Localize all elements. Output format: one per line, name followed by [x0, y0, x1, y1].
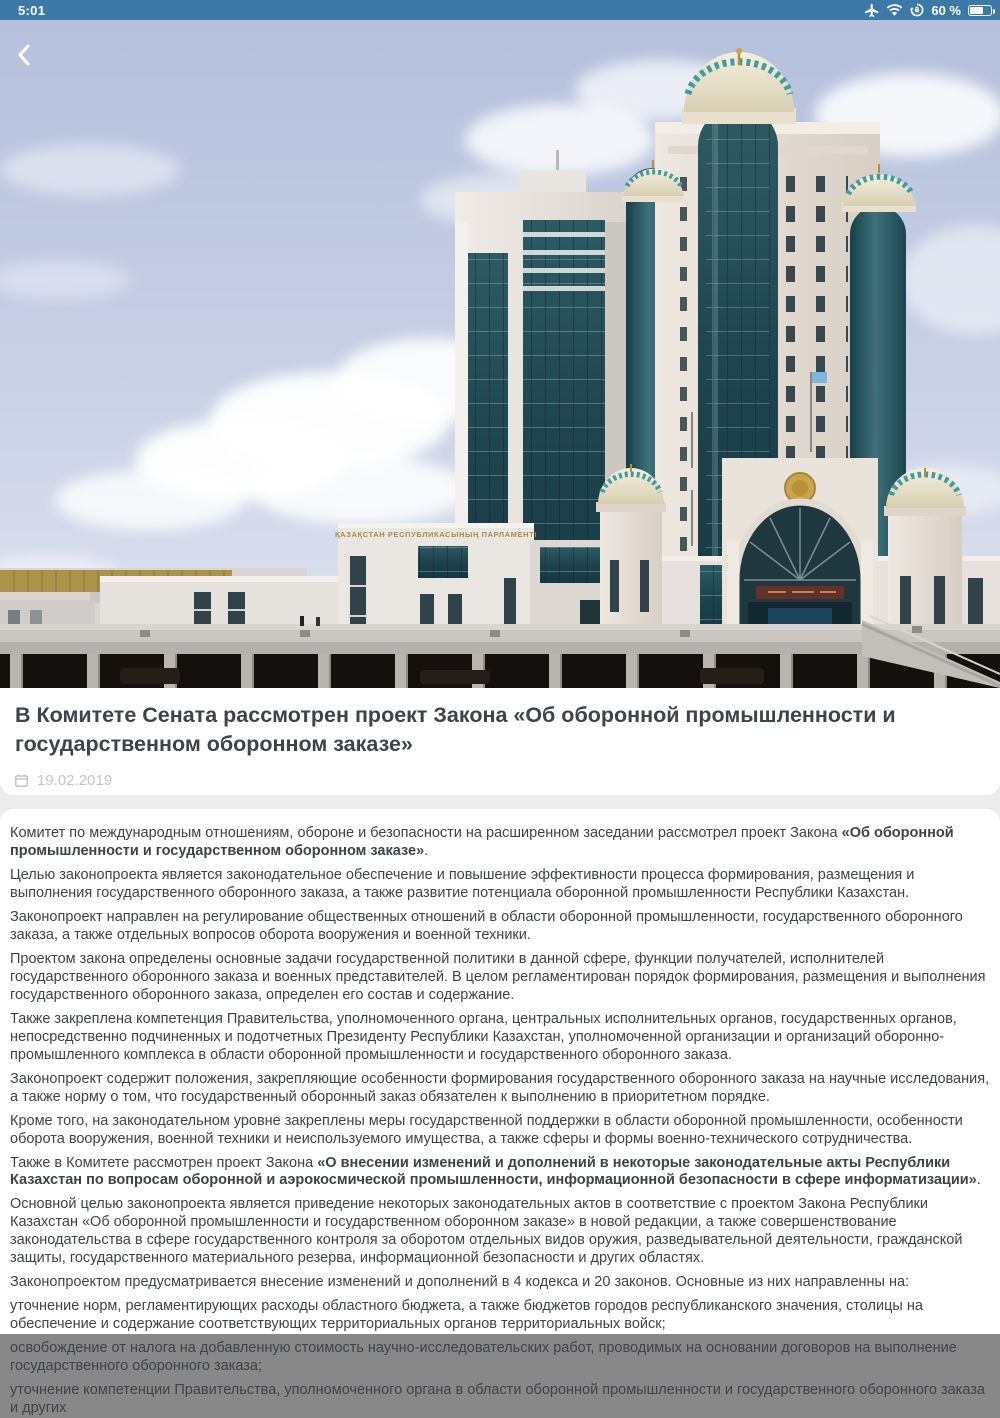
article-paragraph: Проектом закона определены основные задачи государственной политики в данной сфере, функции получателей, исполнителей государственного оборонного заказа и военных представителей. В целом регламентирован порядок формирования, размещения и выполнения государственного оборонного заказа, определен его состав и содержание. [10, 950, 986, 1003]
article-paragraph: Целью законопроекта является законодательное обеспечение и повышение эффективности процесса формирования, размещения и выполнения государственного оборонного заказа, а также развитие потенциала оборонной промышленности Республики Казахстан. [10, 866, 915, 901]
time-label: 5:01 [18, 2, 46, 18]
hero-image [0, 20, 1000, 688]
article-header-card [0, 688, 1000, 795]
date-row [15, 772, 984, 789]
article-paragraph: Также закреплена компетенция Правительства, уполномоченного органа, центральных исполнительных органов, государственных органов, непосредственно подчиненных и подотчетных Президенту Республики Казахстан, уполномоченной организации и организаций оборонно-промышленного комплекса в области оборонной промышленности и государственного оборонного заказа. [10, 1010, 957, 1063]
article-paragraph: Законопроектом предусматривается внесение изменений и дополнений в 4 кодекса и 20 законов. Основные из них направленны на: [10, 1274, 910, 1291]
page-title: В Комитете Сената рассмотрен проект Закона «Об оборонной промышленности и государственном оборонном заказе» [15, 703, 896, 756]
article-paragraph: Законопроект содержит положения, закрепляющие особенности формирования государственного оборонного заказа на научные исследования, а также норму о том, что государственный оборонный заказ обязателен к выполнению в приоритетном порядке. [10, 1070, 990, 1105]
article-body [10, 825, 990, 1418]
article-paragraph: уточнение компетенции Правительства, уполномоченного органа в области оборонной промышленности и государственного оборонного заказа и других [10, 1382, 985, 1417]
article-date: 19.02.2019 [37, 772, 113, 790]
building-sign-label: ҚАЗАҚСТАН РЕСПУБЛИКАСЫНЫҢ ПАРЛАМЕНТІ [334, 530, 538, 539]
plaza [0, 616, 1000, 688]
article-paragraph: уточнение норм, регламентирующих расходы областного бюджета, а также бюджетов городов республиканского значения, столицы на обеспечение и содержание соответствующих территориальных органов территориальных войск; [10, 1298, 923, 1333]
article-body-card [0, 809, 1000, 1417]
chevron-left-icon [17, 44, 30, 66]
status-bar [0, 0, 1000, 20]
article-paragraph: Законопроект направлен на регулирование общественных отношений в области оборонной промышленности, государственного оборонного заказа, а также отдельных вопросов оборота вооружения и военной техники. [10, 908, 963, 943]
article-paragraph: Также в Комитете рассмотрен проект Закона «О внесении изменений и дополнений в некоторые законодательные акты Республики Казахстан по вопросам оборонной и аэрокосмической промышленности, информационной безопасности в сфере информатизации». [10, 1154, 981, 1189]
article-paragraph: Кроме того, на законодательном уровне закреплены меры государственной поддержки в области оборонной промышленности, особенности оборота вооружения, военной техники и неиспользуемого имущества, а также сферы и формы военно-технического сотрудничества. [10, 1112, 963, 1147]
calendar-icon [15, 774, 28, 787]
article-paragraph: Комитет по международным отношениям, обороне и безопасности на расширенном заседании рассмотрел проект Закона «Об оборонной промышленности и государственном оборонном заказе». [10, 825, 954, 859]
article-paragraph: Основной целью законопроекта является приведение некоторых законодательных актов в соответствие с проектом Закона Республики Казахстан «Об оборонной промышленности и государственном оборонном заказе» в новой редакции, а также совершенствование законодательства в сфере государственного контроля за оборотом отдельных видов оружия, разведывательной деятельности, гражданской защиты, государственного материального резерва, информационной безопасности и других областях. [10, 1196, 963, 1267]
battery-icon [968, 5, 992, 16]
back-button[interactable] [6, 38, 40, 72]
rotation-lock-icon [910, 3, 924, 17]
wifi-icon [886, 4, 903, 17]
battery-percent-label: 60 % [931, 2, 961, 18]
airplane-icon [863, 3, 879, 17]
article-paragraph: освобождение от налога на добавленную стоимость научно-исследовательских работ, проводимых на основании договоров на выполнение государственного оборонного заказа; [10, 1340, 957, 1375]
parliament-building-illustration [0, 20, 1000, 688]
